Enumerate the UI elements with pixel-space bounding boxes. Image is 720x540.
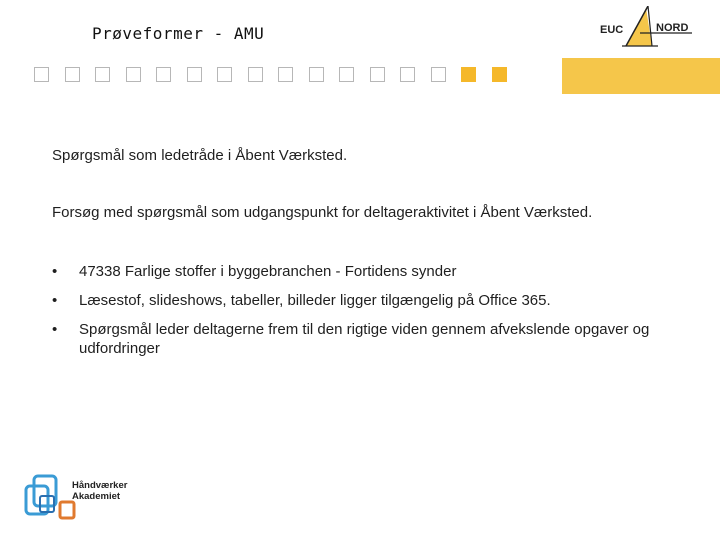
bullet-icon: •	[52, 292, 58, 309]
list-item	[52, 291, 692, 310]
logo-nord-text: NORD	[656, 22, 689, 34]
filled-square	[461, 67, 476, 82]
empty-square	[156, 67, 171, 82]
empty-square	[126, 67, 141, 82]
euc-nord-logo	[596, 6, 696, 50]
empty-square	[248, 67, 263, 82]
paragraph-2: Forsøg med spørgsmål som udgangspunkt for deltageraktivitet i Åbent Værksted.	[52, 204, 593, 221]
list-item-text: Spørgsmål leder deltagerne frem til den rigtige viden gennem afvekslende opgaver og udfordringer	[79, 321, 650, 357]
footer-logo-line2: Akademiet	[72, 491, 121, 502]
paragraph-1: Spørgsmål som ledetråde i Åbent Værksted.	[52, 147, 348, 164]
empty-square	[217, 67, 232, 82]
filled-square	[492, 67, 507, 82]
empty-square	[431, 67, 446, 82]
empty-square	[309, 67, 324, 82]
empty-square	[95, 67, 110, 82]
empty-square	[339, 67, 354, 82]
empty-square	[187, 67, 202, 82]
list-item	[52, 262, 692, 281]
list-item	[52, 320, 692, 358]
empty-square	[278, 67, 293, 82]
empty-square	[400, 67, 415, 82]
list-item-text: 47338 Farlige stoffer i byggebranchen - Fortidens synder	[79, 263, 457, 280]
empty-square	[370, 67, 385, 82]
empty-square	[34, 67, 49, 82]
footer-logo-text	[72, 480, 127, 502]
logo-euc-text: EUC	[600, 24, 624, 36]
yellow-accent-block	[562, 58, 720, 94]
list-item-text: Læsestof, slideshows, tabeller, billeder ligger tilgængelig på Office 365.	[79, 292, 551, 309]
bullet-icon: •	[52, 321, 58, 338]
page-title: Prøveformer - AMU	[92, 24, 265, 43]
bullet-list	[52, 262, 692, 368]
empty-square	[65, 67, 80, 82]
footer-logo-line1: Håndværker	[72, 480, 128, 491]
bullet-icon: •	[52, 263, 58, 280]
